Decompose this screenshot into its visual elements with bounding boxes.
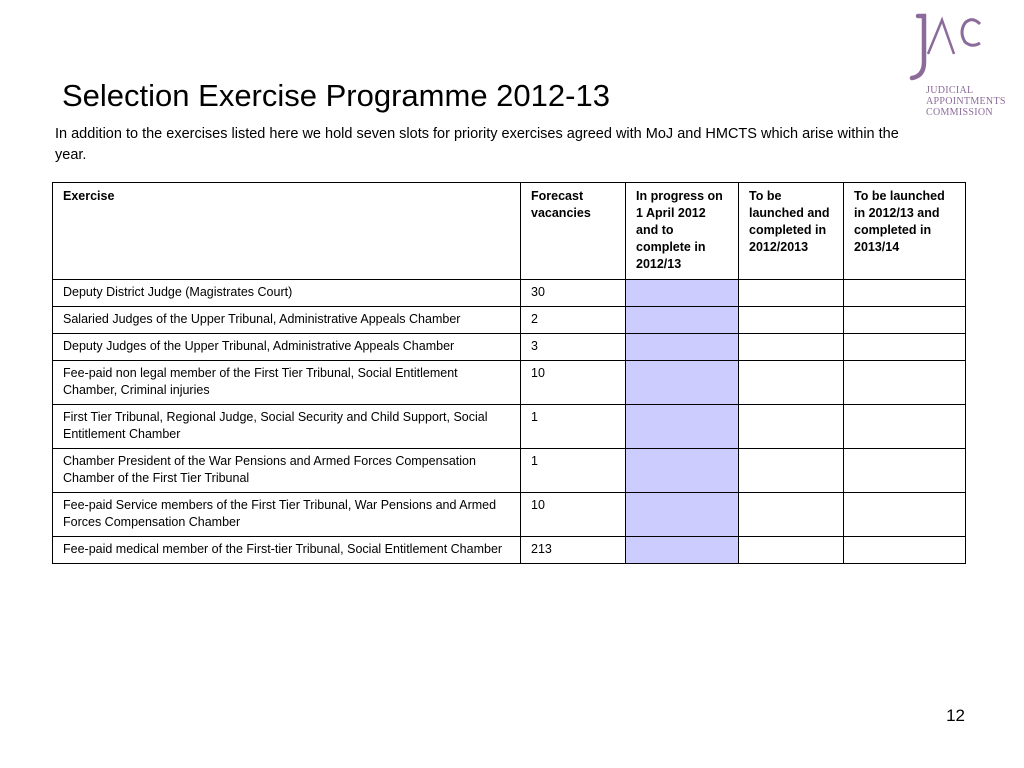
- in-progress-cell: [626, 493, 739, 537]
- selection-exercise-table: [52, 182, 966, 564]
- table-row: [53, 280, 966, 307]
- table-row: [53, 449, 966, 493]
- header-launched-completed-2012-13: To be launched and completed in 2012/2013: [739, 183, 844, 280]
- launched-2013-14-cell: [844, 405, 966, 449]
- header-in-progress: In progress on 1 April 2012 and to complete in 2012/13: [626, 183, 739, 280]
- vacancies-cell: 30: [521, 280, 626, 307]
- exercise-cell: Fee-paid Service members of the First Tier Tribunal, War Pensions and Armed Forces Compensation Chamber: [53, 493, 521, 537]
- exercise-cell: Fee-paid medical member of the First-tier Tribunal, Social Entitlement Chamber: [53, 537, 521, 564]
- logo-line-judicial: JUDICIAL: [926, 85, 974, 96]
- header-exercise: Exercise: [53, 183, 521, 280]
- jac-logo-wordmark: [926, 85, 1006, 118]
- table-row: [53, 307, 966, 334]
- launched-2013-14-cell: [844, 307, 966, 334]
- logo-line-appointments: APPOINTMENTS: [926, 96, 1006, 107]
- exercise-cell: Deputy Judges of the Upper Tribunal, Administrative Appeals Chamber: [53, 334, 521, 361]
- launched-2013-14-cell: [844, 537, 966, 564]
- jac-logo: [906, 12, 1018, 118]
- in-progress-cell: [626, 449, 739, 493]
- in-progress-cell: [626, 361, 739, 405]
- launched-2012-13-cell: [739, 361, 844, 405]
- header-forecast-vacancies: Forecast vacancies: [521, 183, 626, 280]
- jac-logo-mark: [906, 12, 986, 82]
- exercise-cell: First Tier Tribunal, Regional Judge, Social Security and Child Support, Social Entitlement Chamber: [53, 405, 521, 449]
- in-progress-cell: [626, 405, 739, 449]
- launched-2012-13-cell: [739, 537, 844, 564]
- table-row: [53, 361, 966, 405]
- in-progress-cell: [626, 280, 739, 307]
- vacancies-cell: 2: [521, 307, 626, 334]
- launched-2013-14-cell: [844, 334, 966, 361]
- vacancies-cell: 3: [521, 334, 626, 361]
- launched-2012-13-cell: [739, 280, 844, 307]
- in-progress-cell: [626, 334, 739, 361]
- launched-2013-14-cell: [844, 361, 966, 405]
- logo-line-commission: COMMISSION: [926, 107, 993, 118]
- table-row: [53, 493, 966, 537]
- vacancies-cell: 1: [521, 405, 626, 449]
- launched-2012-13-cell: [739, 307, 844, 334]
- in-progress-cell: [626, 537, 739, 564]
- exercise-cell: Deputy District Judge (Magistrates Court): [53, 280, 521, 307]
- vacancies-cell: 10: [521, 361, 626, 405]
- vacancies-cell: 213: [521, 537, 626, 564]
- vacancies-cell: 10: [521, 493, 626, 537]
- launched-2013-14-cell: [844, 449, 966, 493]
- launched-2012-13-cell: [739, 449, 844, 493]
- launched-2013-14-cell: [844, 493, 966, 537]
- launched-2012-13-cell: [739, 405, 844, 449]
- page-number: 12: [946, 706, 965, 725]
- launched-2012-13-cell: [739, 334, 844, 361]
- launched-2012-13-cell: [739, 493, 844, 537]
- page-title: Selection Exercise Programme 2012-13: [62, 78, 610, 113]
- launched-2013-14-cell: [844, 280, 966, 307]
- exercise-cell: Fee-paid non legal member of the First Tier Tribunal, Social Entitlement Chamber, Criminal injuries: [53, 361, 521, 405]
- exercise-cell: Salaried Judges of the Upper Tribunal, Administrative Appeals Chamber: [53, 307, 521, 334]
- intro-paragraph: In addition to the exercises listed here we hold seven slots for priority exercises agreed with MoJ and HMCTS which arise within the year.: [55, 126, 899, 163]
- exercise-cell: Chamber President of the War Pensions and Armed Forces Compensation Chamber of the First Tier Tribunal: [53, 449, 521, 493]
- in-progress-cell: [626, 307, 739, 334]
- table-row: [53, 537, 966, 564]
- table-header-row: [53, 183, 966, 280]
- table-row: [53, 334, 966, 361]
- table-row: [53, 405, 966, 449]
- vacancies-cell: 1: [521, 449, 626, 493]
- header-launched-2012-13-completed-2013-14: To be launched in 2012/13 and completed in 2013/14: [844, 183, 966, 280]
